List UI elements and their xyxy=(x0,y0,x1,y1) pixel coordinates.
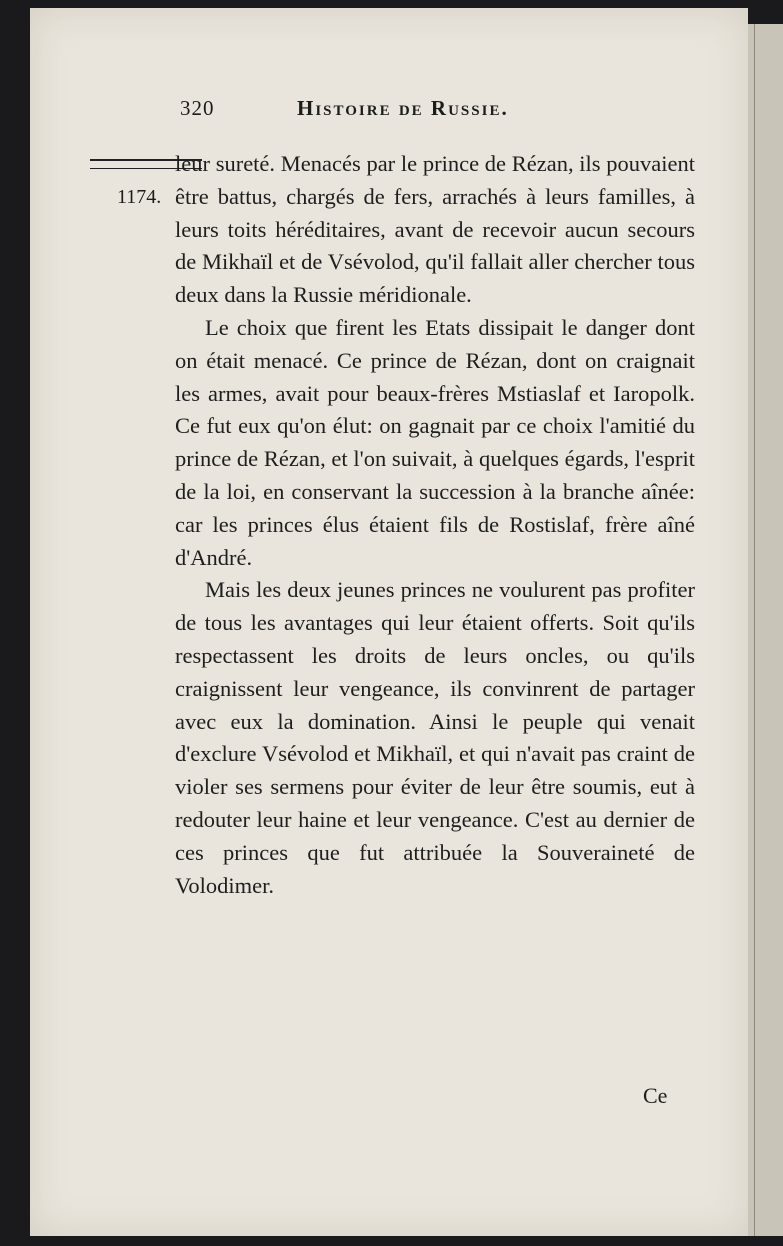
body-text xyxy=(175,148,695,902)
running-title: Histoire de Russie. xyxy=(297,96,509,120)
paragraph-2: Le choix que firent les Etats dissipait le danger dont on était menacé. Ce prince de Rézan, dont on craignait les armes, avait pour beaux-frères Mstiaslaf et Iaropolk. Ce fut eux qu'on élut: on gagnait par ce choix l'amitié du prince de Rézan, et l'on suivait, à quelques égards, l'esprit de la loi, en conservant la succession à la branche aînée: car les princes élus étaient fils de Rostislaf, frère aîné d'André. xyxy=(175,314,695,570)
page-number: 320 xyxy=(180,96,215,120)
adjacent-page-edge xyxy=(748,24,783,1236)
paragraph-3: Mais les deux jeunes princes ne voulurent pas profiter de tous les avantages qui leur étaient offerts. Soit qu'ils respectassent les droits de leurs oncles, ou qu'ils craignissent leur vengeance, ils convinrent de partager avec eux la domination. Ainsi le peuple qui venait d'exclure Vsévolod et Mikhaïl, et qui n'avait pas craint de violer ses sermens pour éviter de leur être soumis, eut à redouter leur haine et leur vengeance. C'est au dernier de ces princes que fut attribuée la Souveraineté de Volodimer. xyxy=(175,577,695,898)
margin-year: 1174. xyxy=(117,186,162,208)
paragraph-1: leur sureté. Menacés par le prince de Rézan, ils pouvaient être battus, chargés de fers, arrachés à leurs familles, à leurs toits héréditaires, avant de recevoir aucun secours de Mikhaïl et de Vsévolod, qu'il fallait aller chercher tous deux dans la Russie méridionale. xyxy=(175,151,695,308)
book-page xyxy=(30,8,748,1236)
catchword: Ce xyxy=(643,1083,668,1108)
